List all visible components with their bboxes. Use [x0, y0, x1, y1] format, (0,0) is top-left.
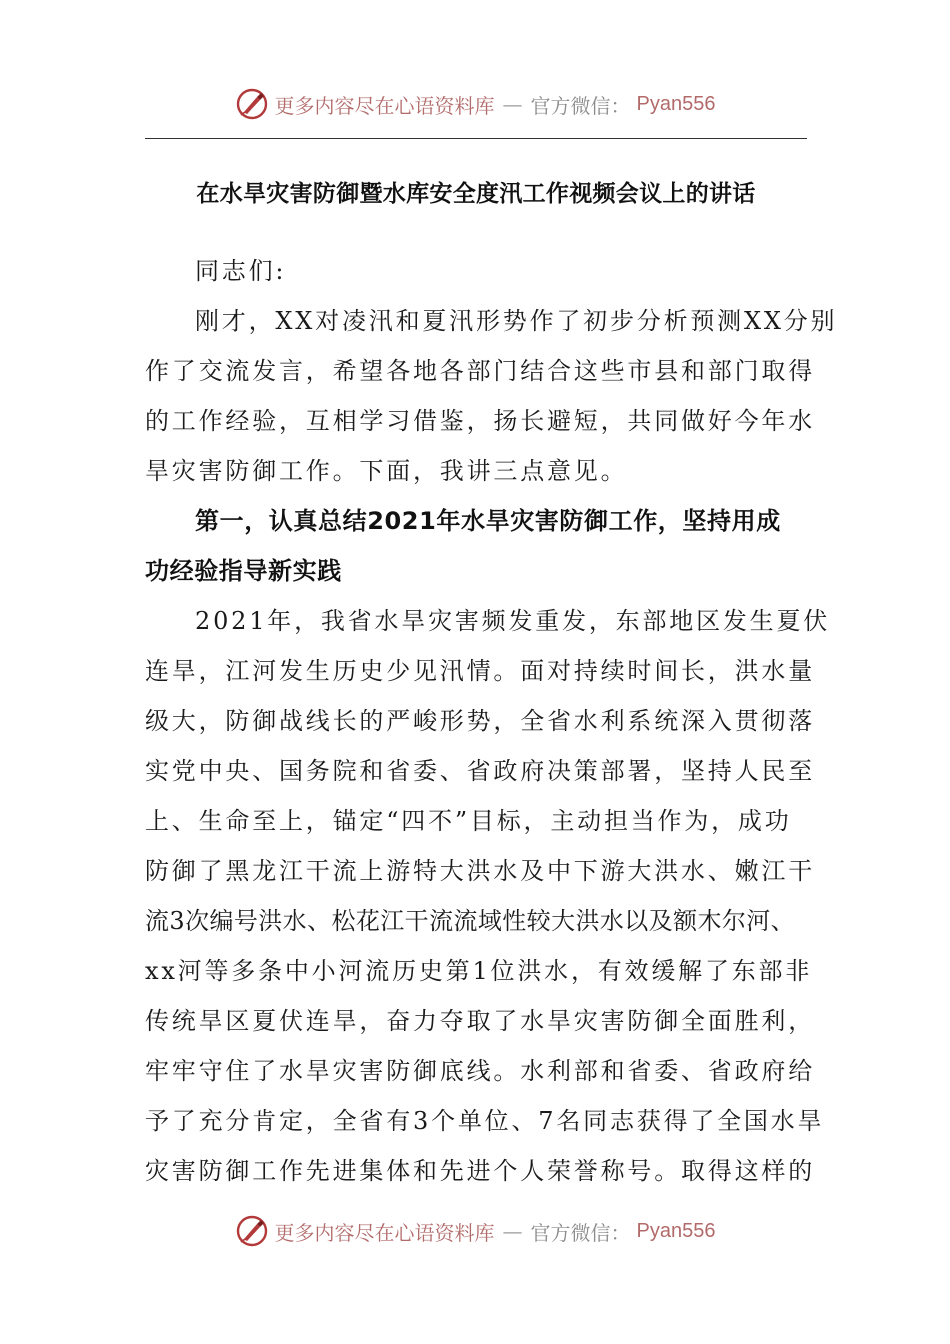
paragraph-line: 传统旱区夏伏连旱，奋力夺取了水旱灾害防御全面胜利， — [145, 1007, 815, 1035]
paragraph-line: 连旱，江河发生历史少见汛情。面对持续时间长，洪水量 — [145, 657, 815, 685]
paragraph-line: 级大，防御战线长的严峻形势，全省水利系统深入贯彻落 — [145, 707, 815, 735]
watermark-text: 更多内容尽在心语资料库 — [274, 93, 495, 118]
paragraph-line: 防御了黑龙江干流上游特大洪水及中下游大洪水、嫩江干 — [145, 857, 815, 885]
paragraph-line: 作了交流发言，希望各地各部门结合这些市县和部门取得 — [145, 357, 815, 385]
watermark-official-label: 官方微信： — [530, 93, 631, 118]
header-watermark — [0, 84, 950, 124]
paragraph-1 — [145, 296, 838, 496]
paragraph-line: 2021年，我省水旱灾害频发重发，东部地区发生夏伏 — [195, 607, 831, 635]
watermark-official-label: 官方微信： — [530, 1220, 631, 1245]
heading-line: 功经验指导新实践 — [145, 557, 342, 585]
watermark-text: 更多内容尽在心语资料库 — [274, 1220, 495, 1245]
heading-line: 第一，认真总结2021年水旱灾害防御工作，坚持用成 — [195, 507, 781, 535]
watermark-wechat-id: Pyan556 — [636, 1219, 716, 1242]
salutation-line: 同志们: — [195, 257, 287, 285]
document-body — [145, 246, 838, 1196]
paragraph-line: 旱灾害防御工作。下面，我讲三点意见。 — [145, 457, 628, 485]
pen-logo-icon — [235, 1214, 269, 1248]
paragraph-line: 牢牢守住了水旱灾害防御底线。水利部和省委、省政府给 — [145, 1057, 815, 1085]
document-title: 在水旱灾害防御暨水库安全度汛工作视频会议上的讲话 — [196, 181, 756, 207]
paragraph-line: 的工作经验，互相学习借鉴，扬长避短，共同做好今年水 — [145, 407, 815, 435]
pen-logo-icon — [235, 87, 269, 121]
footer-watermark — [0, 1211, 950, 1251]
watermark-separator: — — [502, 1219, 523, 1243]
paragraph-2 — [145, 596, 831, 1196]
paragraph-line: 上、生命至上，锚定“四不”目标，主动担当作为，成功 — [145, 807, 792, 835]
paragraph-line: 刚才，XX对凌汛和夏汛形势作了初步分析预测XX分别 — [195, 307, 838, 335]
paragraph-line: 流3次编号洪水、松花江干流流域性较大洪水以及额木尔河、 — [145, 907, 796, 935]
paragraph-line: xx河等多条中小河流历史第1位洪水，有效缓解了东部非 — [145, 957, 813, 985]
watermark-separator: — — [502, 92, 523, 116]
paragraph-line: 灾害防御工作先进集体和先进个人荣誉称号。取得这样的 — [145, 1157, 815, 1185]
watermark-wechat-id: Pyan556 — [636, 92, 716, 115]
salutation — [145, 246, 807, 296]
paragraph-line: 予了充分肯定，全省有3个单位、7名同志获得了全国水旱 — [145, 1107, 825, 1135]
section-heading-1 — [145, 496, 807, 596]
header-divider — [145, 138, 807, 139]
paragraph-line: 实党中央、国务院和省委、省政府决策部署，坚持人民至 — [145, 757, 815, 785]
